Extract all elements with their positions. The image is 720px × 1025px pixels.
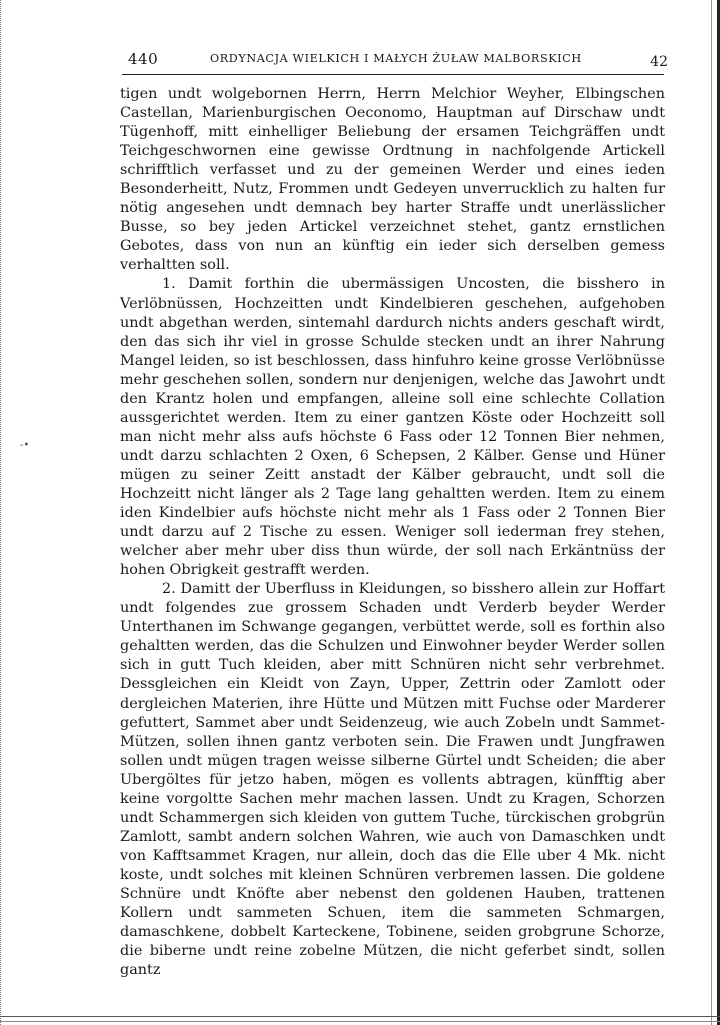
page-header xyxy=(122,46,668,75)
section-number: 42 xyxy=(650,54,668,70)
margin-mark: -• xyxy=(20,440,30,451)
body-text xyxy=(120,85,665,980)
page-left-edge xyxy=(0,0,4,1025)
paragraph-intro: tigen undt wolgebornen Herrn, Herrn Melchior Weyher, Elbingschen Castellan, Marienburgischen Oeconomo, Hauptman auf Dirschaw undt Tügenhoff, mitt einhelliger Beliebung der ersamen Teichgräffen undt Teichgeschwornen eine gewisse Ordtnung in nachfolgende Artickell schrifftlich verfasset und zu der gemeinen Werder und eines ieden Besonderheitt, Nutz, Frommen undt Gedeyen unverrucklich zu halten fur nötig angesehen undt demnach bey harter Straffe undt unerlässlicher Busse, so bey jeden Artickel verzeichnet stehet, gantz ernstlichen Gebotes, dass von nun an künftig ein ieder sich derselben gemess verhaltten soll. xyxy=(120,86,665,274)
paragraph-article-2: 2. Damitt der Uberfluss in Kleidungen, so bisshero allein zur Hoffart undt folgendes zue grossem Schaden undt Verderb beyder Werder Unterthanen im Schwange gegangen, verbüttet werde, soll es forthin also gehaltten werden, das die Schulzen und Einwohner beyder Werder sollen sich in gutt Tuch kleiden, aber mitt Schnüren nicht sehr verbrehmet. Dessgleichen ein Kleidt von Zayn, Upper, Zettrin oder Zamlott oder dergleichen Materien, ihre Hütte und Mützen mitt Fuchse oder Marderer gefuttert, Sammet aber undt Seidenzeug, wie auch Zobeln undt Sammet-Mützen, sollen ihnen gantz verboten sein. Die Frawen undt Jungfrawen sollen undt mügen tragen weisse silberne Gürtel undt Scheiden; die aber Ubergöltes für jetzo haben, mögen es vollents abtragen, künfftig aber keine vorgoltte Sachen mehr machen lassen. Undt zu Kragen, Schorzen undt Schammergen sich kleiden von guttem Tuche, türckischen grobgrün Zamlott, sambt andern solchen Wahren, wie auch von Damaschken undt von Kafftsammet Kragen, nur allein, doch das die Elle uber 4 Mk. nicht koste, undt solches mit kleinen Schnüren verbremen lassen. Die goldene Schnüre undt Knöfte aber nebenst den goldenen Hauben, trattenen Kollern undt sammeten Schuen, item die sammeten Schmargen, damaschkene, dobbelt Karteckene, Tobinene, seiden grobgrune Schorze, die biberne undt reine zobelne Mützen, die nicht geferbet sindt, sollen gantz xyxy=(120,581,665,979)
paragraph-article-1: 1. Damit forthin die ubermässigen Uncosten, die bisshero in Verlöbnüssen, Hochzeitten undt Kindelbieren geschehen, aufgehoben undt abgethan werden, sintemahl dardurch nichts anders geschaft wirdt, den das sich ihr viel in grosse Schulde stecken undt an ihrer Nahrung Mangel leiden, so ist beschlossen, dass hinfuhro keine grosse Verlöbnüsse mehr geschehen sollen, sondern nur denjenigen, welche das Jawohrt undt den Krantz holen und empfangen, alleine soll eine schlechte Collation aussgerichtet werden. Item zu einer gantzen Köste oder Hochzeitt soll man nicht mehr alss aufs höchste 6 Fass oder 12 Tonnen Bier nehmen, undt darzu schlachten 2 Oxen, 6 Schepsen, 2 Kälber. Gense und Hüner mügen zu seiner Zeitt anstadt der Kälber gebraucht, undt soll die Hochzeitt nicht länger als 2 Tage lang gehaltten werden. Item zu einem iden Kindelbier aufs höchste nicht mehr als 1 Fass oder 2 Tonnen Bier undt darzu auf 2 Tische zu essen. Weniger soll iederman frey stehen, welcher aber mehr uber diss thun würde, der soll nach Erkäntnüss der hohen Obrigkeit gestrafft werden. xyxy=(120,276,665,579)
page-right-edge-thin xyxy=(711,0,712,1025)
running-title: ORDYNACJA WIELKICH I MAŁYCH ŻUŁAW MALBORSKICH xyxy=(210,52,582,65)
page-bottom-edge xyxy=(0,1016,720,1017)
page-number: 440 xyxy=(128,50,159,68)
page-bottom-edge-2 xyxy=(0,1021,720,1022)
